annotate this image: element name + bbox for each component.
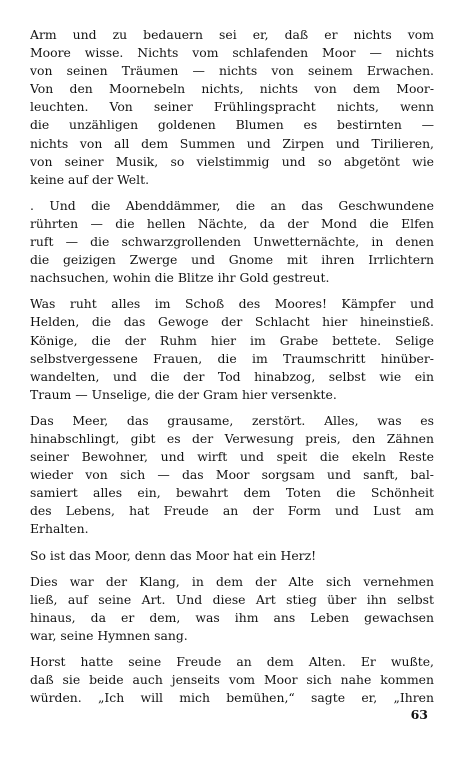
text-line: ruft — die schwarzgrollenden Unwetternächte, in denen — [30, 234, 434, 250]
text-line: hinaus, da er dem, was ihm ans Leben gewachsen — [30, 609, 434, 625]
text-line: würden. „Ich will mich bemühen,“ sagte er, „Ihren — [30, 690, 434, 706]
text-line: von seiner Musik, so vielstimmig und so abgetönt wie — [30, 153, 434, 169]
paragraph-3 — [30, 295, 434, 404]
text-line: rührten — die hellen Nächte, da der Mond die Elfen — [30, 215, 434, 231]
body-text — [30, 26, 434, 707]
text-line: wandelten, und die der Tod hinabzog, selbst wie ein — [30, 368, 434, 384]
text-line: selbstvergessene Frauen, die im Traumschritt hinüber- — [30, 350, 434, 366]
text-line: Dies war der Klang, in dem der Alte sich vernehmen — [30, 573, 434, 589]
text-line: Von den Moornebeln nichts, nichts von dem Moor- — [30, 81, 434, 97]
text-line: Moore wisse. Nichts vom schlafenden Moor — nichts — [30, 45, 434, 61]
text-line: wieder von sich — das Moor sorgsam und sanft, bal- — [30, 467, 434, 483]
text-line: So ist das Moor, denn das Moor hat ein Herz! — [30, 547, 317, 563]
text-line: daß sie beide auch jenseits vom Moor sich nahe kommen — [30, 672, 434, 688]
text-line: von seinen Träumen — nichts von seinem Erwachen. — [30, 63, 434, 79]
text-line: leuchten. Von seiner Frühlingspracht nichts, wenn — [30, 99, 434, 115]
text-line: hinabschlingt, gibt es der Verwesung preis, den Zähnen — [30, 430, 434, 446]
text-line: des Lebens, hat Freude an der Form und Lust am — [30, 503, 434, 519]
paragraph-4 — [30, 412, 434, 539]
text-line: ließ, auf seine Art. Und diese Art stieg über ihn selbst — [30, 591, 434, 607]
paragraph-7 — [30, 653, 434, 707]
paragraph-6 — [30, 573, 434, 645]
text-line: Horst hatte seine Freude an dem Alten. Er wußte, — [30, 654, 434, 669]
text-line: nichts von all dem Summen und Zirpen und Tirilieren, — [30, 135, 434, 151]
text-line: war, seine Hymnen sang. — [30, 627, 188, 643]
text-line: keine auf der Welt. — [30, 171, 150, 187]
text-line: Das Meer, das grausame, zerstört. Alles, was es — [30, 412, 434, 428]
text-line: nachsuchen, wohin die Blitze ihr Gold gestreut. — [30, 270, 330, 286]
paragraph-1 — [30, 26, 434, 189]
page-number: 63 — [410, 707, 428, 722]
text-line: die geizigen Zwerge und Gnome mit ihren Irrlichtern — [30, 252, 434, 268]
text-line: Erhalten. — [30, 521, 89, 537]
text-line: die unzähligen goldenen Blumen es bestirnten — — [30, 117, 434, 133]
text-line: seiner Bewohner, und wirft und speit die ekeln Reste — [30, 449, 434, 465]
paragraph-5 — [30, 547, 434, 565]
text-line: Traum — Unselige, die der Gram hier versenkte. — [30, 386, 337, 402]
text-line: Was ruht alles im Schoß des Moores! Kämpfer und — [30, 296, 434, 312]
text-line: samiert alles ein, bewahrt dem Toten die Schönheit — [30, 485, 434, 501]
text-line: . Und die Abenddämmer, die an das Geschwundene — [30, 197, 434, 213]
text-line: Helden, die das Gewoge der Schlacht hier hineinstieß. — [30, 314, 434, 330]
paragraph-2 — [30, 197, 434, 287]
text-line: Arm und zu bedauern sei er, daß er nichts vom — [30, 27, 434, 42]
text-line: Könige, die der Ruhm hier im Grabe bettete. Selige — [30, 332, 434, 348]
